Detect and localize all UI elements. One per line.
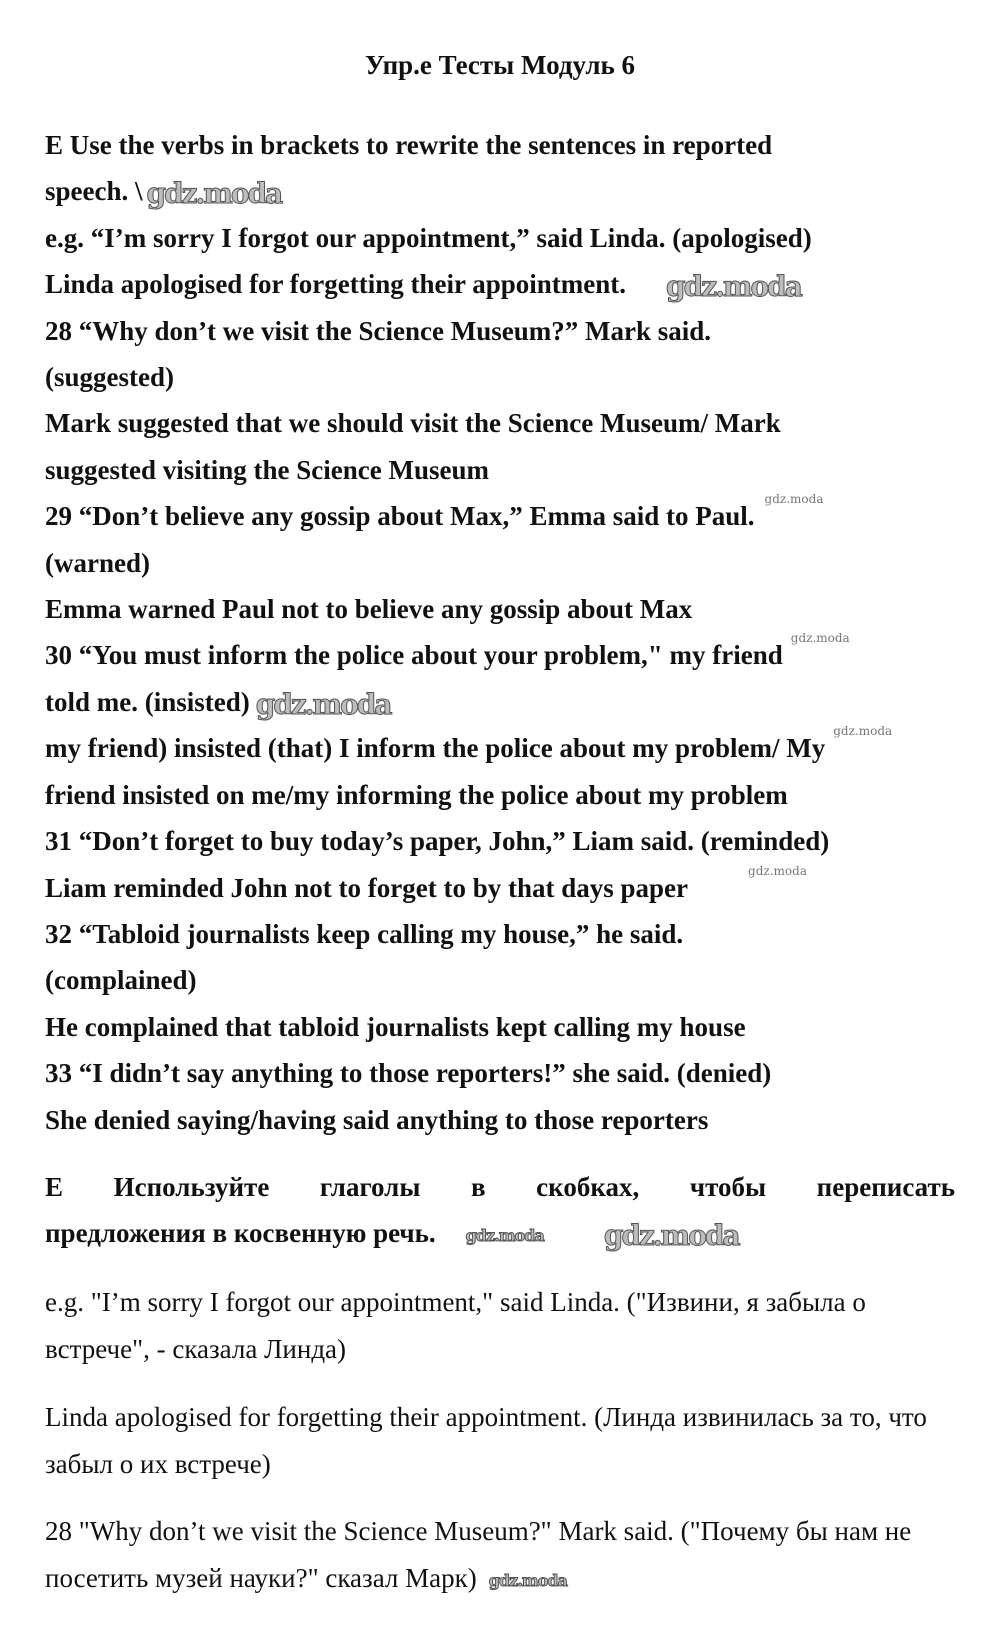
text-line: [45, 679, 955, 725]
text-line-content: Emma warned Paul not to believe any gossip about Max: [45, 594, 693, 625]
text-line: [45, 818, 955, 864]
text-line-content: (suggested): [45, 362, 174, 393]
text-line-content: 31 “Don’t forget to buy today’s paper, John,” Liam said. (reminded): [45, 826, 830, 857]
text-line: [45, 586, 955, 632]
text-line: [45, 540, 955, 586]
text-line-content: 30 “You must inform the police about your problem," my friend: [45, 640, 783, 671]
text-line-content: speech. \: [45, 176, 143, 207]
watermark: gdz.moda: [255, 687, 391, 721]
text-line-content: e.g. “I’m sorry I forgot our appointment,” said Linda. (apologised): [45, 222, 812, 253]
text-line: [45, 911, 955, 957]
text-line-content: Liam reminded John not to forget to by that days paper: [45, 872, 689, 903]
watermark: gdz.moda: [790, 631, 850, 646]
text-line: [45, 632, 955, 678]
watermark: gdz.moda: [146, 177, 282, 211]
text-line: [45, 1210, 955, 1256]
page-title: Упр.е Тесты Модуль 6: [364, 50, 636, 80]
text-line: [45, 261, 955, 307]
watermark: gdz.moda: [603, 1219, 739, 1253]
text-line-content: 32 “Tabloid journalists keep calling my house,” he said.: [45, 918, 684, 949]
text-line-content: E Use the verbs in brackets to rewrite the sentences in reported: [45, 130, 773, 160]
text-line-content: предложения в косвенную речь.: [45, 1218, 436, 1249]
text-line: Е Используйте глаголы в скобках, чтобы переписать: [45, 1172, 955, 1202]
text-line-content: told me. (insisted): [45, 686, 250, 717]
text-line-content: 33 “I didn’t say anything to those reporters!” she said. (denied): [45, 1058, 772, 1089]
exercise-russian-heading: [45, 1164, 955, 1257]
text-line: [45, 122, 955, 168]
text-line: [45, 168, 955, 214]
text-line-content: She denied saying/having said anything to those reporters: [45, 1104, 709, 1135]
text-line: [45, 400, 955, 446]
text-line: [45, 308, 955, 354]
text-line: [45, 725, 955, 771]
text-line-content: 28 “Why don’t we visit the Science Museum?” Mark said.: [45, 315, 711, 346]
exercise-english: [45, 122, 955, 1143]
text-line-content: suggested visiting the Science Museum: [45, 454, 489, 485]
text-line-content: 29 “Don’t believe any gossip about Max,” Emma said to Paul.: [45, 501, 755, 532]
text-line-content: Mark suggested that we should visit the Science Museum/ Mark: [45, 408, 781, 439]
watermark: gdz.moda: [748, 863, 807, 878]
text-line: [45, 957, 955, 1003]
watermark: gdz.moda: [833, 724, 893, 739]
text-line: [45, 865, 955, 911]
text-line: [45, 215, 955, 261]
text-line-content: friend insisted on me/my informing the police about my problem: [45, 779, 788, 810]
translation-paragraph: e.g. "I’m sorry I forgot our appointment," said Linda. ("Извини, я забыла о встрече", - сказала Линда): [45, 1287, 866, 1364]
text-line: [45, 493, 955, 539]
text-line: [45, 1097, 955, 1143]
text-line: [45, 1004, 955, 1050]
watermark: gdz.moda: [488, 1570, 567, 1590]
translation-paragraph: [45, 1508, 965, 1602]
watermark: gdz.moda: [666, 270, 801, 304]
watermark: gdz.moda: [465, 1226, 544, 1246]
text-line-content: (complained): [45, 965, 197, 996]
text-line-content: He complained that tabloid journalists kept calling my house: [45, 1011, 746, 1042]
translation-text: 28 "Why don’t we visit the Science Museum?" Mark said. ("Почему бы нам не посетить музей науки?" сказал Марк): [45, 1516, 912, 1593]
translation-paragraph: Linda apologised for forgetting their appointment. (Линда извинилась за то, что забыл о их встрече): [45, 1402, 927, 1479]
text-line-content: my friend) insisted (that) I inform the police about my problem/ My: [45, 733, 826, 764]
text-line-content: Linda apologised for forgetting their appointment.: [45, 269, 627, 300]
text-line: [45, 447, 955, 493]
text-line: [45, 1050, 955, 1096]
watermark: gdz.moda: [764, 492, 824, 507]
text-line: [45, 354, 955, 400]
text-line: [45, 772, 955, 818]
text-line-content: (warned): [45, 547, 150, 578]
